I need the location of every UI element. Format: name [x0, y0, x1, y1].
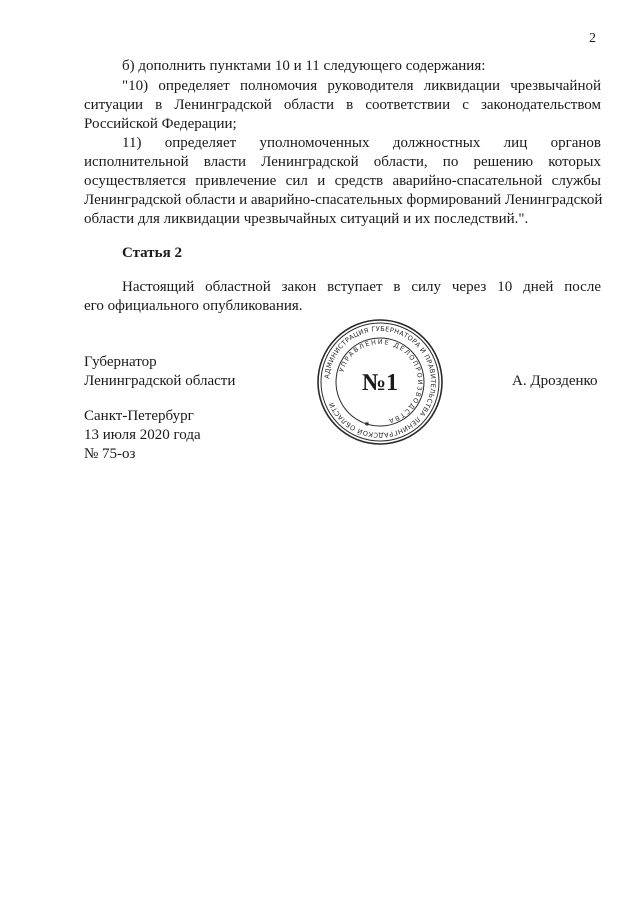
footer-date: 13 июля 2020 года [84, 427, 201, 443]
item10-line-1: "10) определяет полномочия руководителя ликвидации чрезвычайной [122, 78, 601, 94]
item11-line-1: 11) определяет уполномоченных должностных лиц органов [122, 135, 601, 151]
seal-ring-text: АДМИНИСТРАЦИЯ ГУБЕРНАТОРА И ПРАВИТЕЛЬСТВА ЛЕНИНГРАДСКОЙ ОБЛАСТИ [323, 324, 438, 440]
article-text-line-1: Настоящий областной закон вступает в силу через 10 дней после [122, 279, 601, 295]
signatory-position-line-1: Губернатор [84, 354, 157, 370]
seal-inner-text: УПРАВЛЕНИЕ ДЕЛОПРОИЗВОДСТВА [337, 337, 425, 426]
amendment-intro: б) дополнить пунктами 10 и 11 следующего содержания: [122, 58, 486, 74]
signatory-position-line-2: Ленинградской области [84, 373, 236, 389]
item11-line-4: Ленинградской области и аварийно-спасательных формирований Ленинградской [84, 192, 603, 208]
signatory-name: А. Дрозденко [512, 373, 598, 389]
item10-line-2: ситуации в Ленинградской области в соответствии с законодательством [84, 97, 601, 113]
seal-number: №1 [361, 370, 399, 396]
official-seal-stamp [316, 318, 444, 446]
item11-line-3: осуществляется привлечение сил и средств аварийно-спасательной службы [84, 173, 601, 189]
svg-text:✱: ✱ [364, 421, 370, 428]
footer-city: Санкт-Петербург [84, 408, 194, 424]
item10-line-3: Российской Федерации; [84, 116, 237, 132]
page-number: 2 [589, 31, 596, 46]
item11-line-5: области для ликвидации чрезвычайных ситуаций и их последствий.". [84, 211, 529, 227]
article-heading: Статья 2 [122, 245, 182, 261]
footer-law-number: № 75-оз [84, 446, 136, 462]
item11-line-2: исполнительной власти Ленинградской области, по решению которых [84, 154, 601, 170]
article-text-line-2: его официального опубликования. [84, 298, 303, 314]
